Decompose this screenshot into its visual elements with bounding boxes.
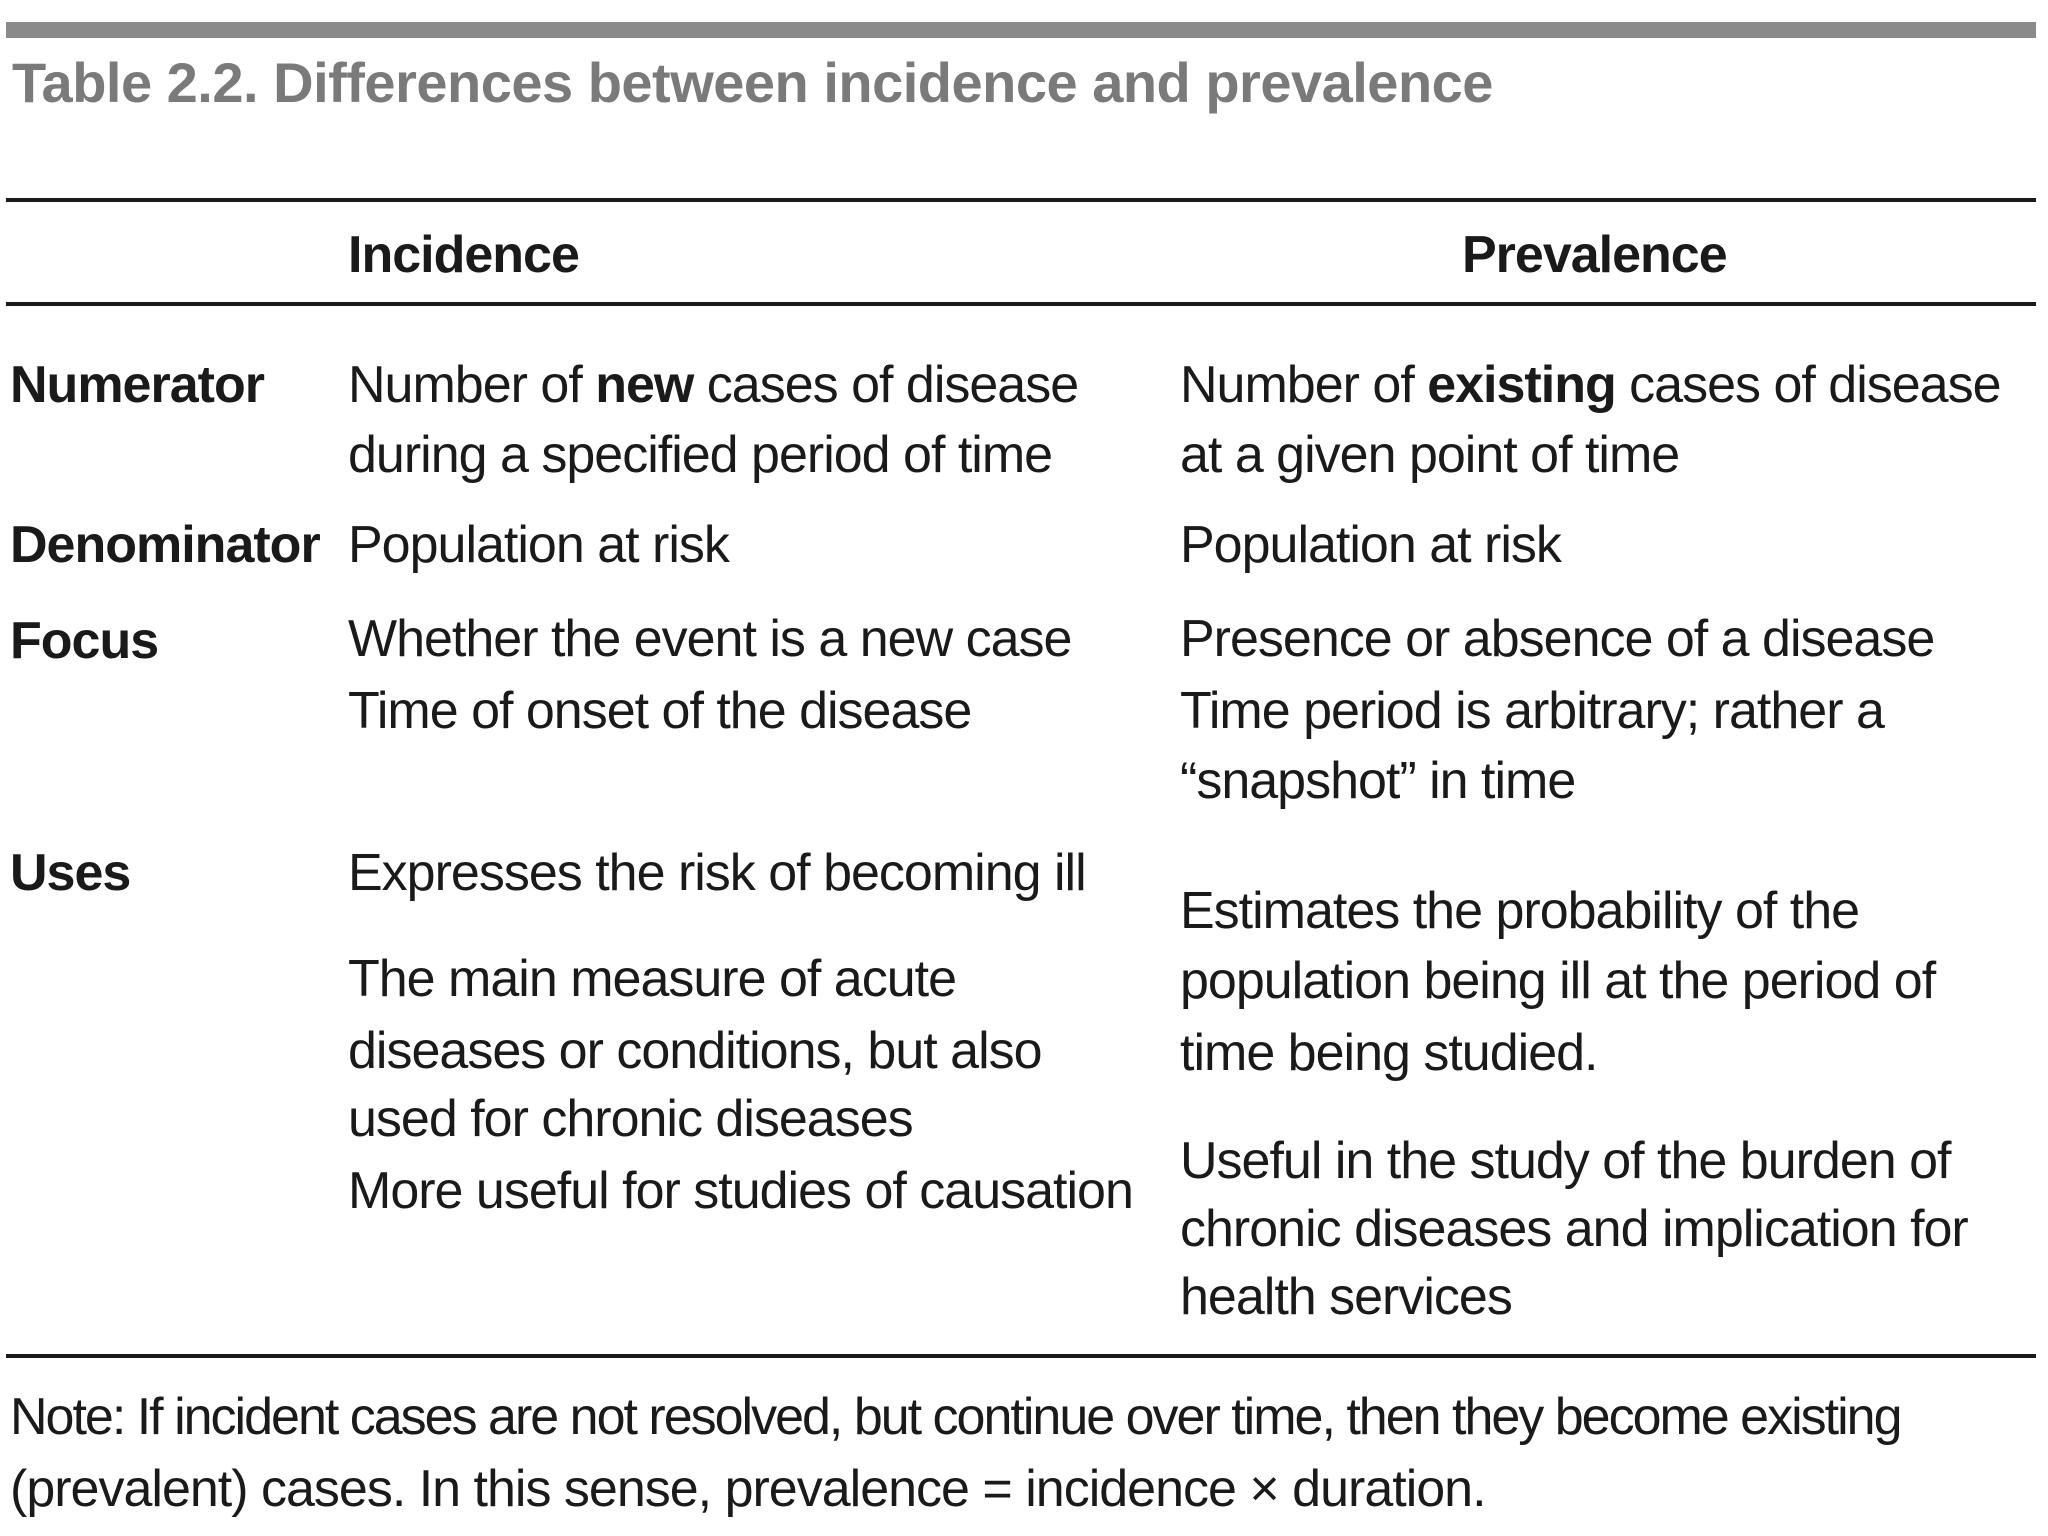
uses-incidence-line-3: diseases or conditions, but also xyxy=(348,1022,1042,1080)
row-label-uses: Uses xyxy=(10,844,131,902)
uses-prevalence-line-5: chronic diseases and implication for xyxy=(1180,1200,1968,1258)
focus-incidence-line-2: Time of onset of the disease xyxy=(348,682,972,740)
uses-incidence-line-5: More useful for studies of causation xyxy=(348,1162,1133,1220)
row-label-focus: Focus xyxy=(10,612,159,670)
uses-prevalence-line-6: health services xyxy=(1180,1268,1512,1326)
numerator-incidence-line-2: during a specified period of time xyxy=(348,426,1053,484)
uses-prevalence-line-1: Estimates the probability of the xyxy=(1180,882,1860,940)
uses-prevalence-line-3: time being studied. xyxy=(1180,1024,1598,1082)
focus-prevalence-line-2: Time period is arbitrary; rather a xyxy=(1180,682,1884,740)
row-label-denominator: Denominator xyxy=(10,516,320,574)
focus-prevalence-line-1: Presence or absence of a disease xyxy=(1180,610,1935,668)
column-header-incidence: Incidence xyxy=(348,226,579,284)
uses-prevalence-line-2: population being ill at the period of xyxy=(1180,952,1936,1010)
top-rule xyxy=(6,22,2036,38)
table-caption: Table 2.2. Differences between incidence and prevalence xyxy=(12,51,1493,114)
uses-incidence-line-1: Expresses the risk of becoming ill xyxy=(348,844,1086,902)
table-note-line-1: Note: If incident cases are not resolved, but continue over time, then they become existing xyxy=(10,1388,1901,1446)
row-label-numerator: Numerator xyxy=(10,356,264,414)
column-header-prevalence: Prevalence xyxy=(1462,226,1727,284)
focus-incidence-line-1: Whether the event is a new case xyxy=(348,610,1072,668)
table-bottom-rule xyxy=(6,1354,2036,1358)
uses-incidence-line-2: The main measure of acute xyxy=(348,950,956,1008)
denominator-prevalence: Population at risk xyxy=(1180,516,1561,574)
uses-incidence-line-4: used for chronic diseases xyxy=(348,1090,913,1148)
header-top-rule xyxy=(6,198,2036,202)
numerator-incidence-line-1: Number of new cases of disease xyxy=(348,356,1079,414)
focus-prevalence-line-3: “snapshot” in time xyxy=(1180,752,1576,810)
uses-prevalence-line-4: Useful in the study of the burden of xyxy=(1180,1132,1951,1190)
denominator-incidence: Population at risk xyxy=(348,516,729,574)
numerator-prevalence-line-1: Number of existing cases of disease xyxy=(1180,356,2001,414)
numerator-prevalence-line-2: at a given point of time xyxy=(1180,426,1680,484)
header-bottom-rule xyxy=(6,302,2036,306)
table-note-line-2: (prevalent) cases. In this sense, prevalence = incidence × duration. xyxy=(10,1460,1486,1518)
